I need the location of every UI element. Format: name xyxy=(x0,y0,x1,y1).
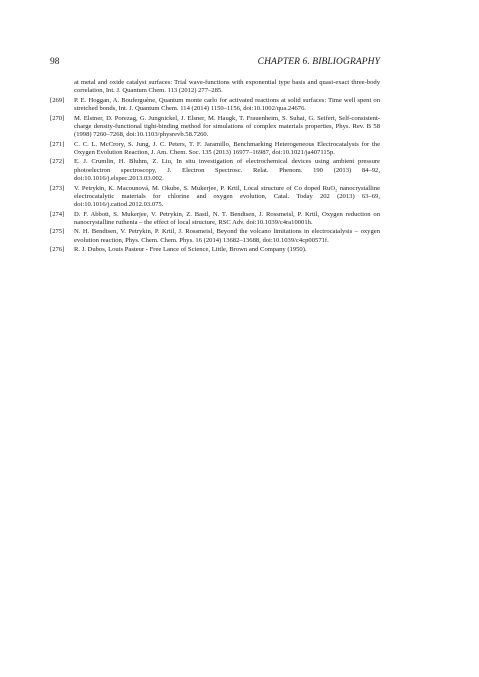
reference-text: D. F. Abbott, S. Mukerjee, V. Petrykin, Z. Bastl, N. T. Bendtsen, J. Rossmeisl, P. Krtil, Oxygen reduction on nanocrystalline ruthenia – the effect of local structure, RSC Adv. doi:10.1039/c4ra10001h. xyxy=(74,210,380,226)
reference-number: [271] xyxy=(50,140,65,148)
reference-text: P. E. Hoggan, A. Bouferguène, Quantum monte carlo for activated reactions at solid surfaces: Time well spent on stretched bonds, Int. J. Quantum Chem. 114 (2014) 1150–1156, doi:10.1002/qua.24676. xyxy=(74,96,380,113)
reference-item xyxy=(50,97,380,114)
reference-indent xyxy=(50,79,74,96)
reference-number: [276] xyxy=(50,246,65,254)
reference-item xyxy=(50,228,380,245)
reference-text: V. Petrykin, K. Macounová, M. Okube, S. Mukerjee, P. Krtil, Local structure of Co doped RuO₂ nanocrystalline electrocatalytic materials for chlorine and oxygen evolution, Catal. Today 202 (2013) 63–69, doi:10.1016/j.cattod.2012.03.075. xyxy=(74,184,380,209)
reference-item xyxy=(50,246,380,254)
reference-number: [275] xyxy=(50,228,65,236)
reference-number: [270] xyxy=(50,114,65,122)
reference-item xyxy=(50,185,380,210)
running-header xyxy=(50,57,380,67)
reference-text: N. H. Bendtsen, V. Petrykin, P. Krtil, J. Rossmeisl, Beyond the volcano limitations in electrocatalysis – oxygen evolution reaction, Phys. Chem. Chem. Phys. 16 (2014) 13682–13688, doi:10.1039/c4cp00571f. xyxy=(74,228,380,244)
reference-number: [274] xyxy=(50,210,65,218)
page-content xyxy=(50,57,380,256)
chapter-title: CHAPTER 6. BIBLIOGRAPHY xyxy=(257,57,380,67)
page-number: 98 xyxy=(50,57,60,67)
reference-number: [273] xyxy=(50,184,65,192)
reference-item xyxy=(50,115,380,140)
reference-text: R. J. Dubos, Louis Pasteur - Free Lance of Science, Little, Brown and Company (1950). xyxy=(74,246,307,254)
reference-item xyxy=(50,211,380,228)
reference-continuation xyxy=(50,79,380,96)
reference-item xyxy=(50,141,380,158)
reference-text: C. C. L. McCrory, S. Jung, J. C. Peters, T. F. Jaramillo, Benchmarking Heterogeneous Electrocatalysts for the Oxygen Evolution Reaction, J. Am. Chem. Soc. 135 (2013) 16977–16987, doi:10.1021/ja407115p. xyxy=(74,140,380,156)
reference-number: [269] xyxy=(50,96,65,104)
bibliography-list xyxy=(50,79,380,254)
reference-text: at metal and oxide catalyst surfaces: Trial wave-functions with exponential type basis and quasi-exact three-body correlation, Int. J. Quantum Chem. 113 (2012) 277–285. xyxy=(74,79,380,95)
reference-item xyxy=(50,158,380,183)
reference-text: E. J. Crumlin, H. Bluhm, Z. Liu, In situ investigation of electrochemical devices using ambient pressure photoelectron spectroscopy, J. Electron Spectrosc. Relat. Phenom. 190 (2013) 84–92, doi:10.1016/j.elspec.2013.03.002. xyxy=(74,158,380,183)
reference-number: [272] xyxy=(50,158,65,166)
reference-text: M. Elstner, D. Porezag, G. Jungnickel, J. Elsner, M. Haugk, T. Frauenheim, S. Suhai, G. Seifert, Self-consistent-charge density-functional tight-binding method for simulations of complex materials properties, Phys. Rev. B 58 (1998) 7260–7268, doi:10.1103/physrevb.58.7260. xyxy=(74,114,380,139)
